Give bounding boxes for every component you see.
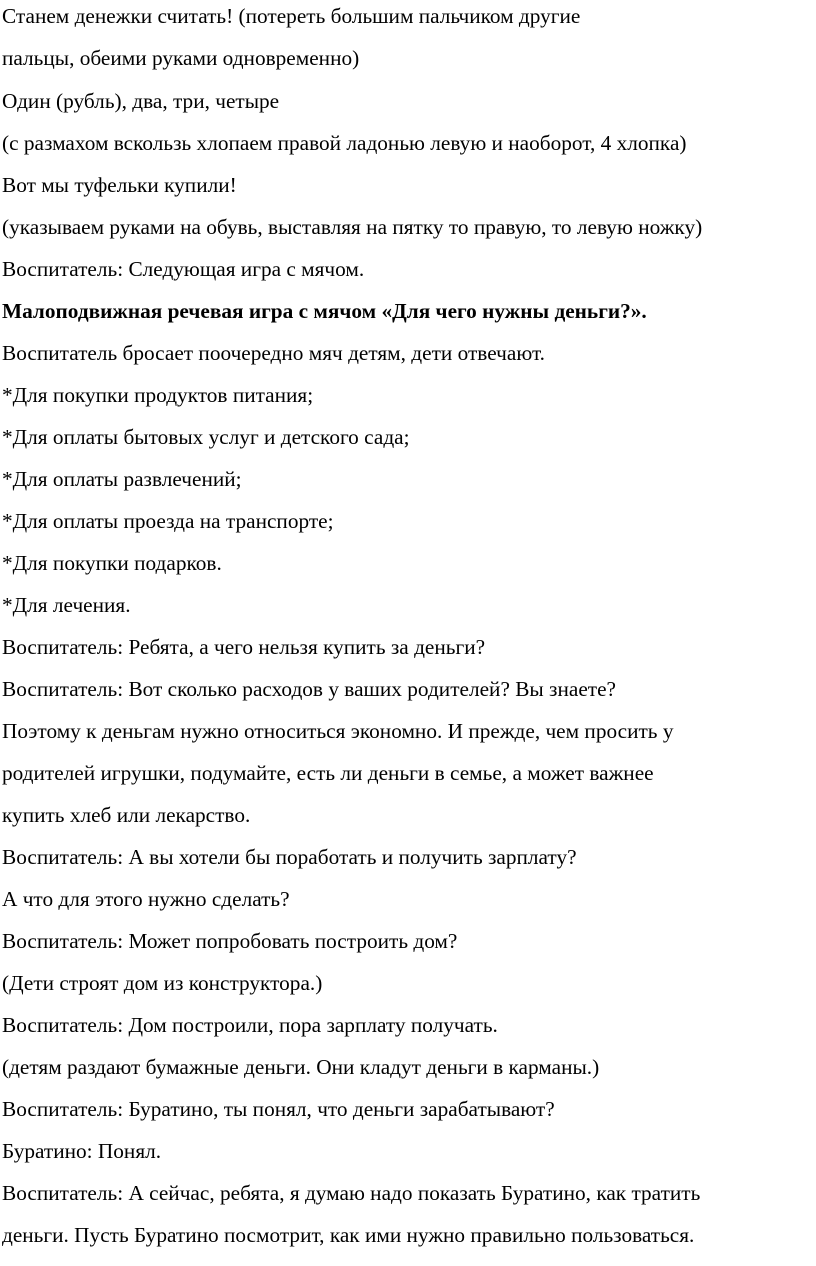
text-line: Воспитатель: Следующая игра с мячом. <box>2 257 365 281</box>
text-line: Один (рубль), два, три, четыре <box>2 89 280 113</box>
text-line: Поэтому к деньгам нужно относиться экономно. И прежде, чем просить у <box>2 719 674 743</box>
text-line: купить хлеб или лекарство. <box>2 803 251 827</box>
text-line: Воспитатель: Дом построили, пора зарплату получать. <box>2 1013 498 1037</box>
list-item: *Для лечения. <box>2 593 131 617</box>
text-line: (детям раздают бумажные деньги. Они кладут деньги в карманы.) <box>2 1055 600 1079</box>
list-item: *Для покупки продуктов питания; <box>2 383 314 407</box>
list-item: *Для покупки подарков. <box>2 551 222 575</box>
text-line: Буратино: Понял. <box>2 1139 162 1163</box>
text-line: (Дети строят дом из конструктора.) <box>2 971 323 995</box>
text-line: Воспитатель: Может попробовать построить дом? <box>2 929 458 953</box>
list-item: *Для оплаты проезда на транспорте; <box>2 509 334 533</box>
text-line: Воспитатель бросает поочередно мяч детям, дети отвечают. <box>2 341 545 365</box>
text-line: Станем денежки считать! (потереть большим пальчиком другие <box>2 4 581 28</box>
text-line: Вот мы туфельки купили! <box>2 173 237 197</box>
text-line: А что для этого нужно сделать? <box>2 887 290 911</box>
text-line: родителей игрушки, подумайте, есть ли деньги в семье, а может важнее <box>2 761 654 785</box>
text-line: Воспитатель: Вот сколько расходов у ваших родителей? Вы знаете? <box>2 677 616 701</box>
text-line: Воспитатель: А сейчас, ребята, я думаю надо показать Буратино, как тратить <box>2 1181 701 1205</box>
text-line: Воспитатель: Ребята, а чего нельзя купить за деньги? <box>2 635 486 659</box>
text-line: (с размахом вскользь хлопаем правой ладонью левую и наоборот, 4 хлопка) <box>2 131 687 155</box>
text-line: (указываем руками на обувь, выставляя на пятку то правую, то левую ножку) <box>2 215 703 239</box>
list-item: *Для оплаты бытовых услуг и детского сада; <box>2 425 410 449</box>
section-heading: Малоподвижная речевая игра с мячом «Для чего нужны деньги?». <box>2 299 647 323</box>
text-line: Воспитатель: А вы хотели бы поработать и получить зарплату? <box>2 845 577 869</box>
text-line: деньги. Пусть Буратино посмотрит, как ими нужно правильно пользоваться. <box>2 1223 695 1247</box>
list-item: *Для оплаты развлечений; <box>2 467 242 491</box>
text-line: пальцы, обеими руками одновременно) <box>2 46 360 70</box>
text-line: Воспитатель: Буратино, ты понял, что деньги зарабатывают? <box>2 1097 555 1121</box>
